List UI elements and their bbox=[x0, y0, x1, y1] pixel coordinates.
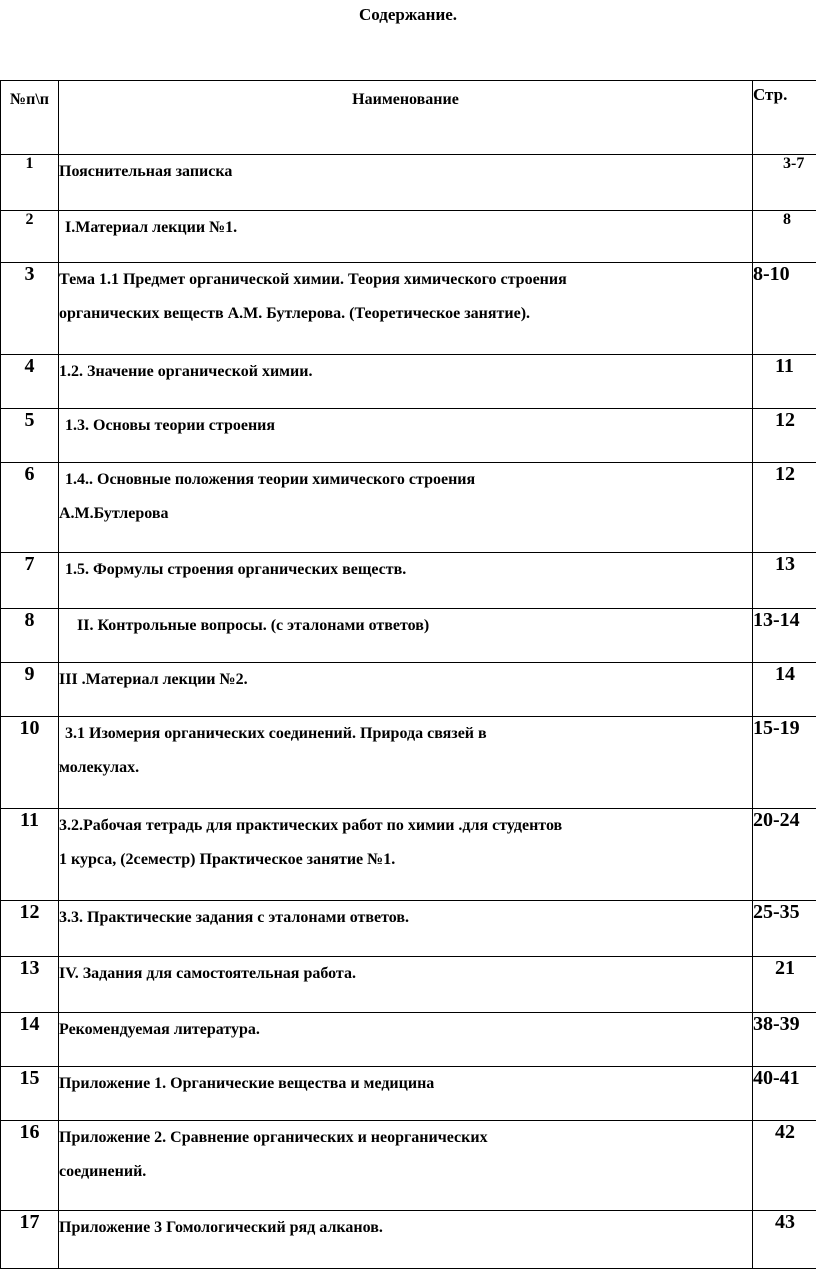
row-number: 1 bbox=[1, 155, 59, 211]
table-row bbox=[1, 1067, 816, 1121]
row-title bbox=[59, 155, 753, 211]
table-row bbox=[1, 263, 816, 355]
row-title-line: 1.5. Формулы строения органических веществ. bbox=[59, 553, 752, 587]
row-title-line: I.Материал лекции №1. bbox=[59, 211, 752, 245]
table-row bbox=[1, 409, 816, 463]
row-number: 16 bbox=[1, 1121, 59, 1211]
row-title bbox=[59, 263, 753, 355]
table-row bbox=[1, 957, 816, 1013]
row-number: 14 bbox=[1, 1013, 59, 1067]
row-page: 12 bbox=[753, 463, 816, 553]
row-title-line: Приложение 2. Сравнение органических и неорганических bbox=[59, 1121, 752, 1155]
table-row bbox=[1, 1211, 816, 1269]
row-title-line: III .Материал лекции №2. bbox=[59, 663, 752, 697]
row-number: 3 bbox=[1, 263, 59, 355]
row-title-line: II. Контрольные вопросы. (с эталонами ответов) bbox=[59, 609, 752, 643]
row-page: 13-14 bbox=[753, 609, 816, 663]
row-title-line: органических веществ А.М. Бутлерова. (Теоретическое занятие). bbox=[59, 297, 752, 331]
row-number: 2 bbox=[1, 211, 59, 263]
table-row bbox=[1, 211, 816, 263]
row-title bbox=[59, 957, 753, 1013]
row-number: 11 bbox=[1, 809, 59, 901]
row-title bbox=[59, 463, 753, 553]
row-title-line: Рекомендуемая литература. bbox=[59, 1013, 752, 1047]
row-page: 14 bbox=[753, 663, 816, 717]
table-row bbox=[1, 355, 816, 409]
table-row bbox=[1, 1013, 816, 1067]
row-number: 6 bbox=[1, 463, 59, 553]
row-title bbox=[59, 809, 753, 901]
header-num: №п\п bbox=[1, 81, 59, 155]
row-number: 8 bbox=[1, 609, 59, 663]
row-title-line: молекулах. bbox=[59, 751, 752, 785]
table-row bbox=[1, 155, 816, 211]
table-row bbox=[1, 663, 816, 717]
row-page: 42 bbox=[753, 1121, 816, 1211]
row-number: 13 bbox=[1, 957, 59, 1013]
table-row bbox=[1, 553, 816, 609]
row-title bbox=[59, 717, 753, 809]
row-page: 15-19 bbox=[753, 717, 816, 809]
contents-table bbox=[0, 80, 816, 1269]
table-row bbox=[1, 1121, 816, 1211]
table-header-row bbox=[1, 81, 816, 155]
row-page: 38-39 bbox=[753, 1013, 816, 1067]
row-title-line: 1.2. Значение органической химии. bbox=[59, 355, 752, 389]
row-title-line: 1 курса, (2семестр) Практическое занятие №1. bbox=[59, 843, 752, 877]
row-title bbox=[59, 1121, 753, 1211]
row-page: 20-24 bbox=[753, 809, 816, 901]
row-title-line: 3.1 Изомерия органических соединений. Природа связей в bbox=[59, 717, 752, 751]
row-title bbox=[59, 1067, 753, 1121]
row-title bbox=[59, 663, 753, 717]
row-title-line: 3.3. Практические задания с эталонами ответов. bbox=[59, 901, 752, 935]
row-title bbox=[59, 409, 753, 463]
row-title-line: Тема 1.1 Предмет органической химии. Теория химического строения bbox=[59, 263, 752, 297]
header-name: Наименование bbox=[59, 81, 753, 155]
row-page: 11 bbox=[753, 355, 816, 409]
table-row bbox=[1, 609, 816, 663]
table-row bbox=[1, 901, 816, 957]
row-number: 12 bbox=[1, 901, 59, 957]
row-title-line: Приложение 1. Органические вещества и медицина bbox=[59, 1067, 752, 1101]
row-page: 21 bbox=[753, 957, 816, 1013]
row-page: 43 bbox=[753, 1211, 816, 1269]
row-page: 25-35 bbox=[753, 901, 816, 957]
row-title bbox=[59, 1013, 753, 1067]
table-row bbox=[1, 717, 816, 809]
row-title-line: Приложение 3 Гомологический ряд алканов. bbox=[59, 1211, 752, 1245]
row-number: 9 bbox=[1, 663, 59, 717]
row-title bbox=[59, 1211, 753, 1269]
row-page: 40-41 bbox=[753, 1067, 816, 1121]
row-number: 10 bbox=[1, 717, 59, 809]
table-row bbox=[1, 463, 816, 553]
row-page: 12 bbox=[753, 409, 816, 463]
row-title-line: IV. Задания для самостоятельная работа. bbox=[59, 957, 752, 991]
row-page: 3-7 bbox=[753, 155, 816, 211]
row-title-line: 1.4.. Основные положения теории химического строения bbox=[59, 463, 752, 497]
page-title: Содержание. bbox=[0, 4, 816, 26]
row-page: 13 bbox=[753, 553, 816, 609]
row-title-line: А.М.Бутлерова bbox=[59, 497, 752, 531]
row-number: 5 bbox=[1, 409, 59, 463]
row-title-line: Пояснительная записка bbox=[59, 155, 752, 189]
row-page: 8 bbox=[753, 211, 816, 263]
row-title-line: 3.2.Рабочая тетрадь для практических работ по химии .для студентов bbox=[59, 809, 752, 843]
table-row bbox=[1, 809, 816, 901]
row-number: 17 bbox=[1, 1211, 59, 1269]
row-title bbox=[59, 211, 753, 263]
row-title bbox=[59, 553, 753, 609]
row-title-line: 1.3. Основы теории строения bbox=[59, 409, 752, 443]
row-title bbox=[59, 355, 753, 409]
row-number: 15 bbox=[1, 1067, 59, 1121]
row-title-line: соединений. bbox=[59, 1155, 752, 1189]
row-title bbox=[59, 609, 753, 663]
row-title bbox=[59, 901, 753, 957]
row-number: 4 bbox=[1, 355, 59, 409]
row-number: 7 bbox=[1, 553, 59, 609]
header-page: Стр. bbox=[753, 81, 816, 155]
row-page: 8-10 bbox=[753, 263, 816, 355]
